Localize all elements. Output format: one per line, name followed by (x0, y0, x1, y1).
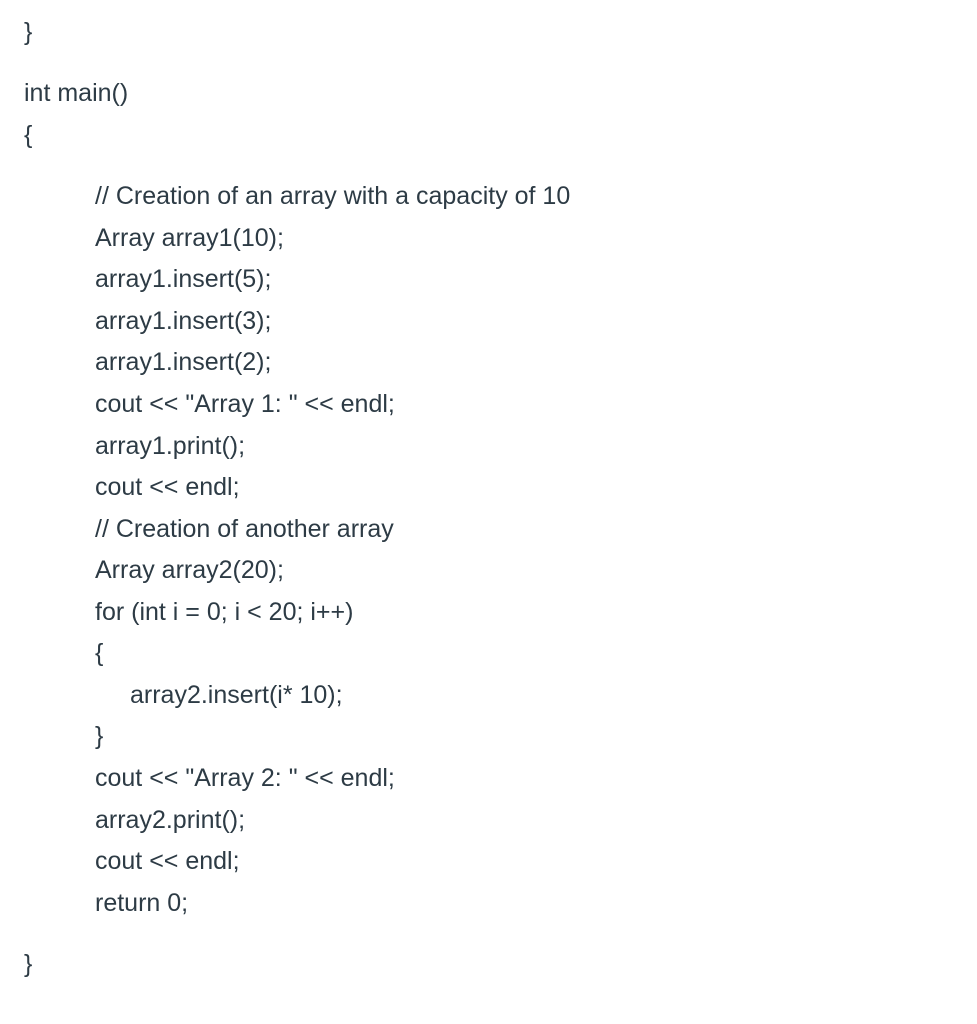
code-line-comment-array1: // Creation of an array with a capacity of 10 (95, 182, 571, 210)
code-line-main-signature: int main() (24, 79, 129, 107)
code-line-comment-array2: // Creation of another array (95, 515, 394, 543)
code-line-cout-endl-2: cout << endl; (95, 847, 240, 875)
code-line-array1-print: array1.print(); (95, 432, 246, 460)
code-line-main-close-brace: } (24, 950, 33, 978)
code-line-array2-insert-loop: array2.insert(i* 10); (130, 681, 343, 709)
code-line-array1-insert-3: array1.insert(3); (95, 307, 272, 335)
code-line-main-open-brace: { (24, 121, 33, 149)
code-line-cout-endl-1: cout << endl; (95, 473, 240, 501)
code-line-array1-insert-5: array1.insert(5); (95, 265, 272, 293)
code-line-for-open-brace: { (95, 639, 104, 667)
code-line-array2-declaration: Array array2(20); (95, 556, 284, 584)
code-line-closing-brace-previous: } (24, 18, 33, 46)
code-line-return-zero: return 0; (95, 889, 189, 917)
code-line-for-close-brace: } (95, 722, 104, 750)
code-line-array1-declaration: Array array1(10); (95, 224, 284, 252)
code-line-cout-array2-label: cout << "Array 2: " << endl; (95, 764, 395, 792)
code-line-cout-array1-label: cout << "Array 1: " << endl; (95, 390, 395, 418)
code-line-for-loop-header: for (int i = 0; i < 20; i++) (95, 598, 354, 626)
code-line-array1-insert-2: array1.insert(2); (95, 348, 272, 376)
code-line-array2-print: array2.print(); (95, 806, 246, 834)
